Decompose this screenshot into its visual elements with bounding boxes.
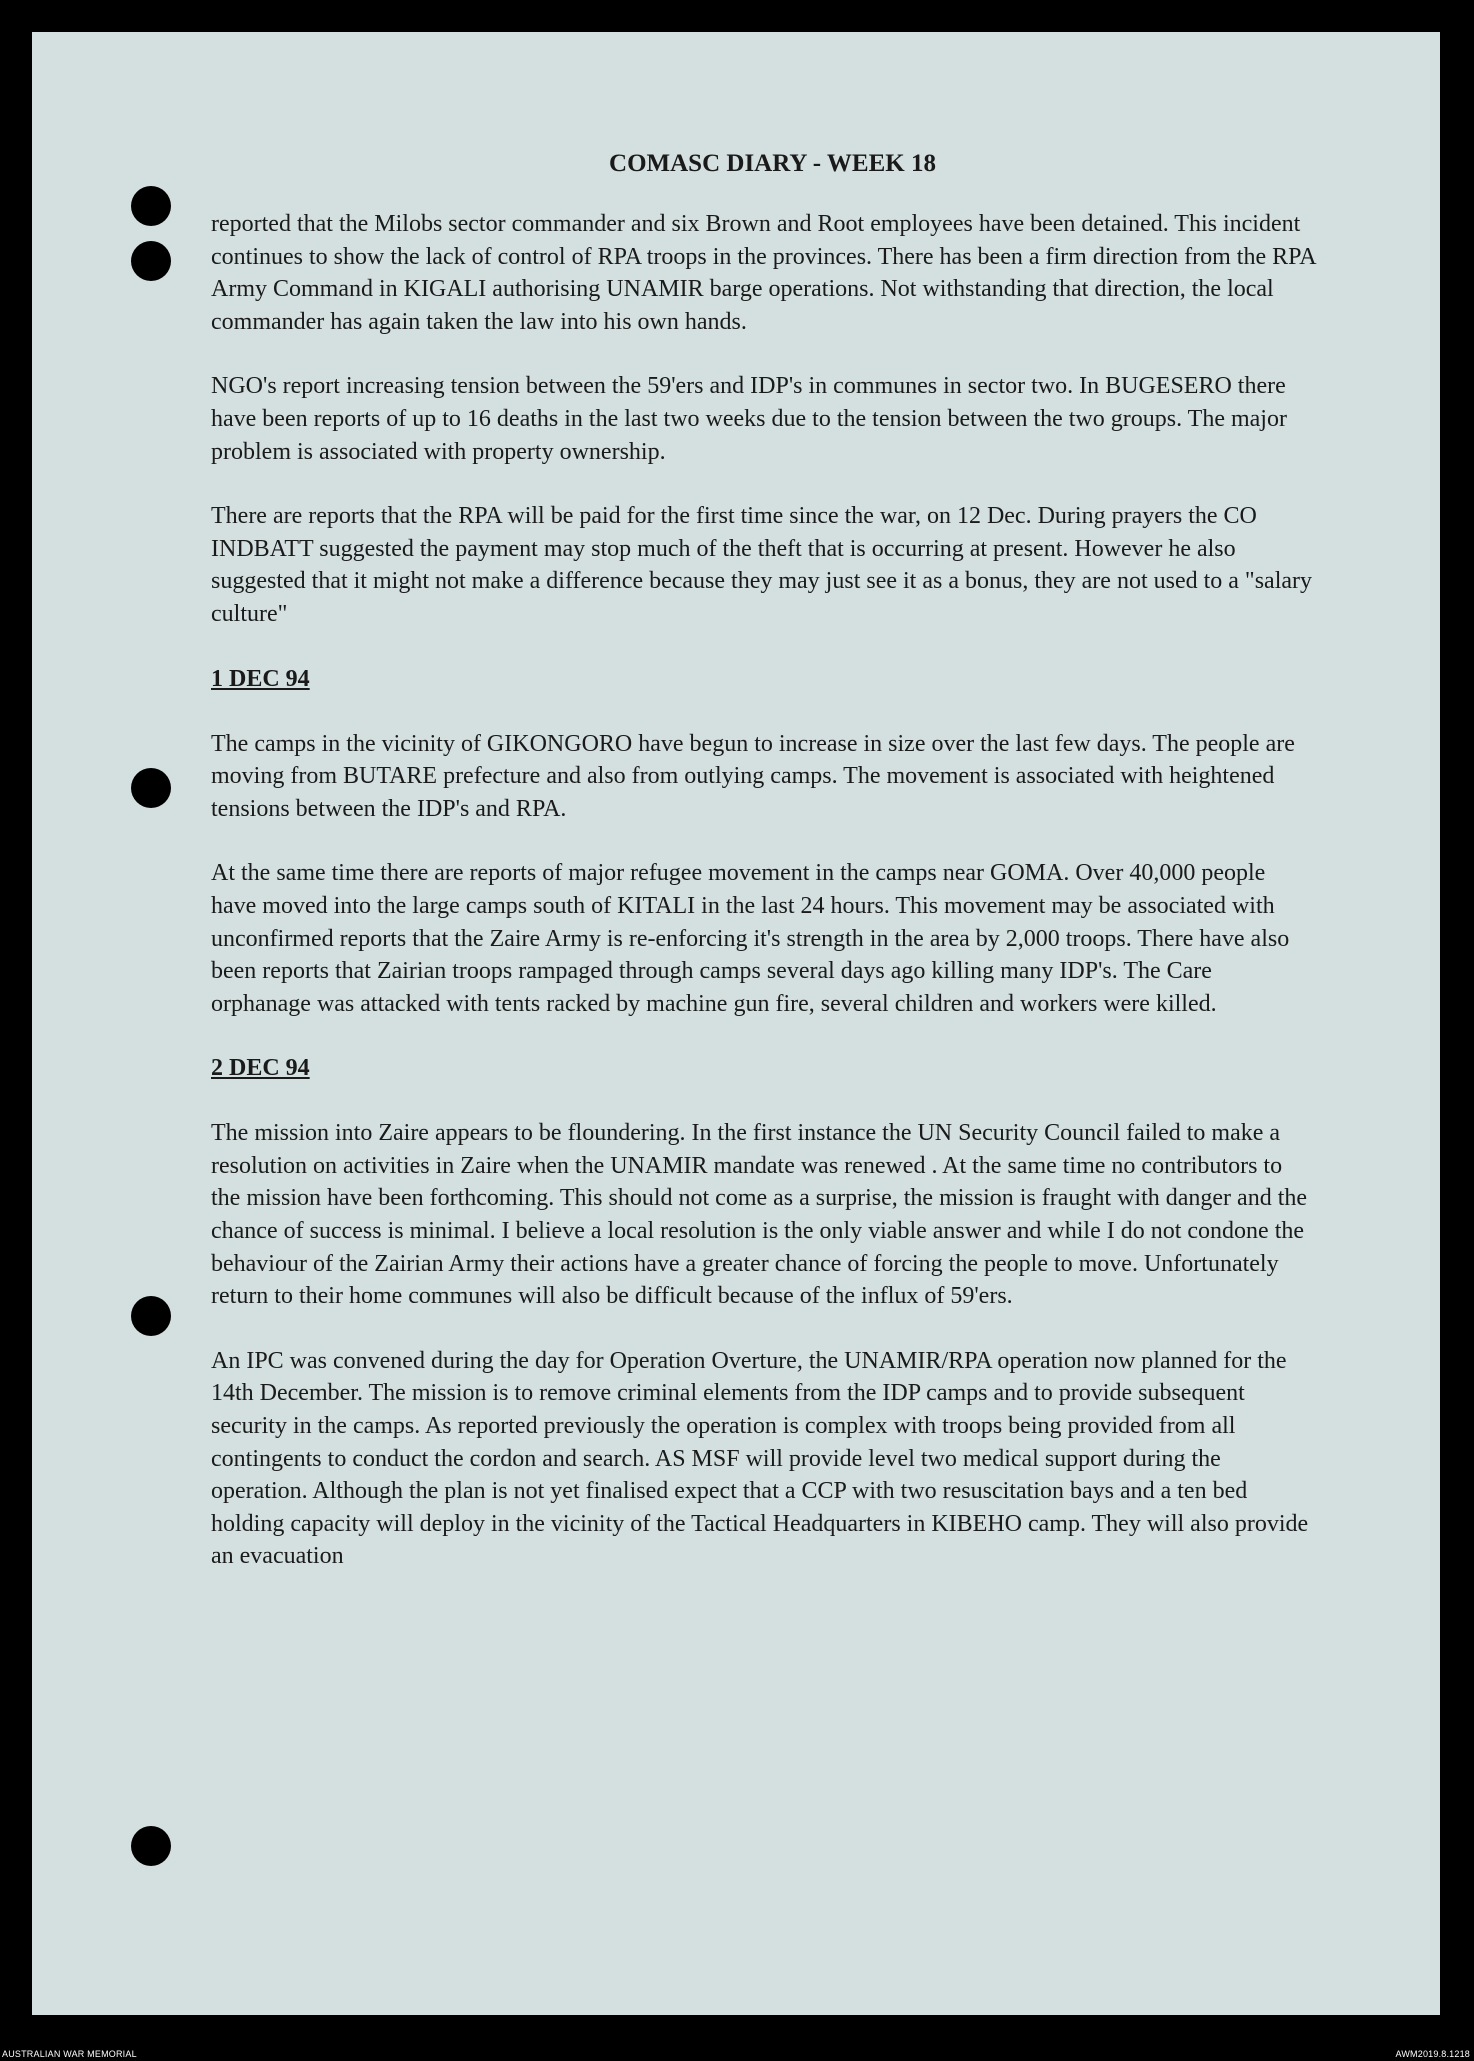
- paragraph: NGO's report increasing tension between the 59'ers and IDP's in communes in sector two. In BUGESERO there have been reports of up to 16 deaths in the last two weeks due to the tension between the two groups. The major problem is associated with property ownership.: [211, 373, 1287, 465]
- paragraph: There are reports that the RPA will be paid for the first time since the war, on 12 Dec. During prayers the CO INDBATT suggested the payment may stop much of the theft that is occurring at present. However he also suggested that it might not make a difference because they may just see it as a bonus, they are not used to a "salary culture": [211, 503, 1313, 627]
- punch-hole: [131, 1826, 171, 1866]
- paragraph: An IPC was convened during the day for Operation Overture, the UNAMIR/RPA operation now planned for the 14th December. The mission is to remove criminal elements from the IDP camps and to provide subsequent security in the camps. As reported previously the operation is complex with troops being provided from all contingents to conduct the cordon and search. AS MSF will provide level two medical support during the operation. Although the plan is not yet finalised expect that a CCP with two resuscitation bays and a ten bed holding capacity will deploy in the vicinity of the Tactical Headquarters in KIBEHO camp. They will also provide an evacuation: [211, 1347, 1309, 1570]
- punch-hole: [131, 241, 171, 281]
- paragraph: The mission into Zaire appears to be floundering. In the first instance the UN Security Council failed to make a resolution on activities in Zaire when the UNAMIR mandate was renewed . At the same time no contributors to the mission have been forthcoming. This should not come as a surprise, the mission is fraught with danger and the chance of success is minimal. I believe a local resolution is the only viable answer and while I do not condone the behaviour of the Zairian Army their actions have a greater chance of forcing the people to move. Unfortunately return to their home communes will also be difficult because of the influx of 59'ers.: [211, 1120, 1308, 1310]
- date-heading: 1 DEC 94: [211, 665, 310, 692]
- page-title: COMASC DIARY - WEEK 18: [609, 150, 936, 177]
- paragraph: The camps in the vicinity of GIKONGORO have begun to increase in size over the last few days. The people are moving from BUTARE prefecture and also from outlying camps. The movement is associated with heightened tensions between the IDP's and RPA.: [211, 730, 1295, 822]
- punch-hole: [131, 186, 171, 226]
- paragraph: At the same time there are reports of major refugee movement in the camps near GOMA. Over 40,000 people have moved into the large camps south of KITALI in the last 24 hours. This movement may be associated with unconfirmed reports that the Zaire Army is re-enforcing it's strength in the area by 2,000 troops. There have also been reports that Zairian troops rampaged through camps several days ago killing many IDP's. The Care orphanage was attacked with tents racked by machine gun fire, several children and workers were killed.: [211, 860, 1290, 1017]
- document-body: [211, 150, 1316, 1605]
- paragraph: reported that the Milobs sector commander and six Brown and Root employees have been detained. This incident continues to show the lack of control of RPA troops in the provinces. There has been a firm direction from the RPA Army Command in KIGALI authorising UNAMIR barge operations. Not withstanding that direction, the local commander has again taken the law into his own hands.: [211, 211, 1316, 335]
- footer-source-label: AUSTRALIAN WAR MEMORIAL: [2, 2049, 137, 2059]
- footer-accession-number: AWM2019.8.1218: [1395, 2049, 1470, 2059]
- punch-hole: [131, 768, 171, 808]
- punch-hole: [131, 1296, 171, 1336]
- date-heading: 2 DEC 94: [211, 1055, 310, 1082]
